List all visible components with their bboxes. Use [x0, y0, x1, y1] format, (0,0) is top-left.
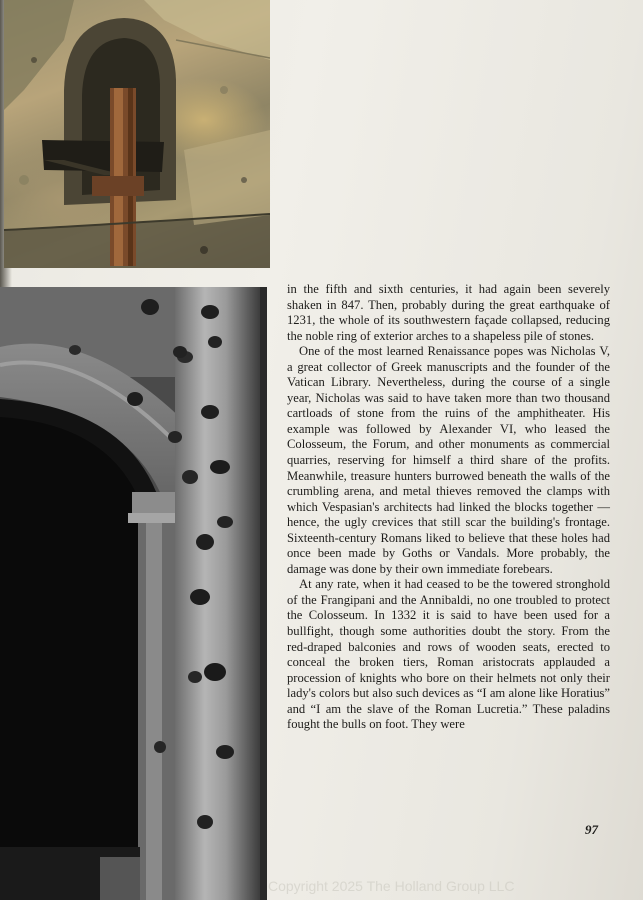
- page-number: 97: [585, 822, 598, 837]
- paragraph-1: in the fifth and sixth centuries, it had again been severely shaken in 847. Then, probably during the great earthquake of 1231, the whole of its southwestern façade collapsed, reducing the noble ring of exterior arches to a shapeless pile of stones.: [287, 282, 610, 343]
- copyright-watermark: Copyright 2025 The Holland Group LLC: [268, 878, 515, 894]
- body-text: [287, 282, 610, 733]
- photo-colosseum-column: [0, 287, 267, 900]
- photo-stone-clamp: [4, 0, 270, 268]
- paragraph-2: One of the most learned Renaissance popes was Nicholas V, a great collector of Greek manuscripts and the founder of the Vatican Library. Nevertheless, during the course of a single year, Nicholas was said to have taken more than two thousand cartloads of stone from the ruins of the amphitheater. His example was followed by Alexander VI, who leased the Colosseum, the Forum, and other monuments as commercial quarries, reserving for himself a third share of the profits. Meanwhile, treasure hunters burrowed beneath the walls of the crumbling arena, and metal thieves removed the clamps with which Vespasian's architects had linked the blocks together — hence, the ugly crevices that still scar the building's frontage. Sixteenth-century Romans liked to believe that these holes had once been made by Goths or Vandals. More probably, the damage was done by their own immediate forebears.: [287, 344, 610, 576]
- paragraph-3: At any rate, when it had ceased to be the towered stronghold of the Frangipani and the Annibaldi, no one troubled to protect the Colosseum. In 1332 it is said to have been used for a bullfight, though some authorities doubt the story. From the red-draped balconies and rows of wooden seats, erected to conceal the broken tiers, Roman aristocrats applauded a procession of knights who bore on their helmets not only their lady's colors but also such devices as “I am alone like Horatius” and “I am the slave of the Roman Lucretia.” These paladins fought the bulls on foot. They were: [287, 577, 610, 732]
